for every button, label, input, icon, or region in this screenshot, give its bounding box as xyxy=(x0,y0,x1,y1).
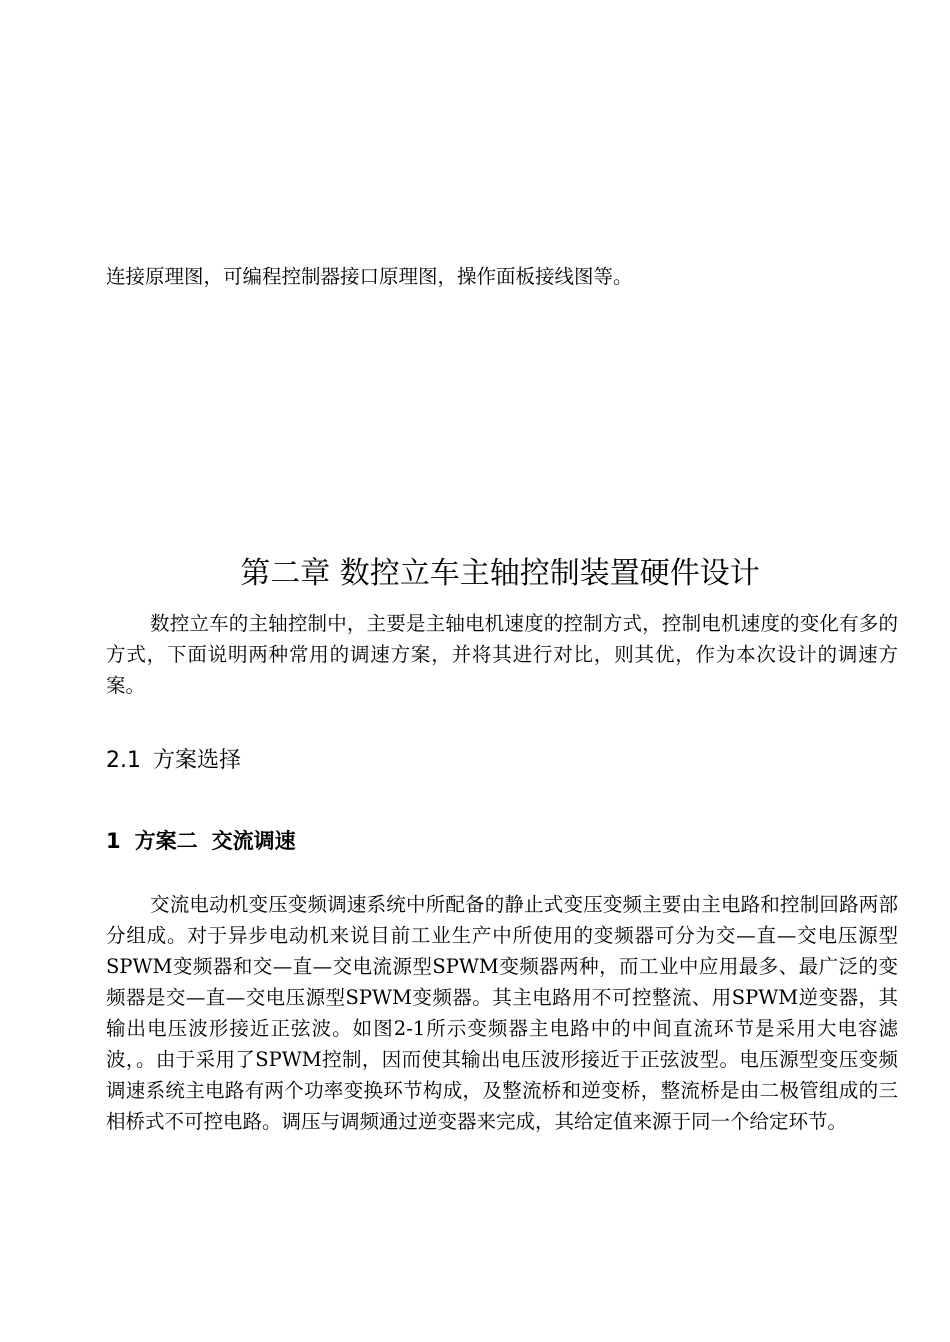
subsection-number: 1 xyxy=(106,829,121,853)
chapter-intro-paragraph: 数控立车的主轴控制中，主要是主轴电机速度的控制方式，控制电机速度的变化有多的方式，下面说明两种常用的调速方案，并将其进行对比，则其优，作为本次设计的调速方案。 xyxy=(106,612,898,697)
section-title: 方案选择 xyxy=(153,748,242,773)
ac-speed-control-paragraph: 交流电动机变压变频调速系统中所配备的静止式变压变频主要由主电路和控制回路两部分组成。对于异步电动机来说目前工业生产中所使用的变频器可分为交—直—交电压源型SPWM变频器和交—直—交电流源型SPWM变频器两种，而工业中应用最多、最广泛的变频器是交—直—交电压源型SPWM变频器。其主电路用不可控整流、用SPWM逆变器，其输出电压波形接近正弦波。如图2-1所示变频器主电路中的中间直流环节是采用大电容滤波，。由于采用了SPWM控制，因而使其输出电压波形接近于正弦波型。电压源型变压变频调速系统主电路有两个功率变换环节构成，及整流桥和逆变桥，整流桥是由二极管组成的三相桥式不可控电路。调压与调频通过逆变器来完成，其给定值来源于同一个给定环节。 xyxy=(106,893,898,1133)
section-heading xyxy=(106,745,241,777)
subsection-title: 交流调速 xyxy=(211,829,296,853)
subsection-heading xyxy=(106,825,296,857)
chapter-title: 第二章 数控立车主轴控制装置硬件设计 xyxy=(240,556,760,591)
intro-line: 连接原理图，可编程控制器接口原理图，操作面板接线图等。 xyxy=(106,265,633,288)
section-number: 2.1 xyxy=(106,748,141,773)
subsection-scheme: 方案二 xyxy=(134,829,198,853)
